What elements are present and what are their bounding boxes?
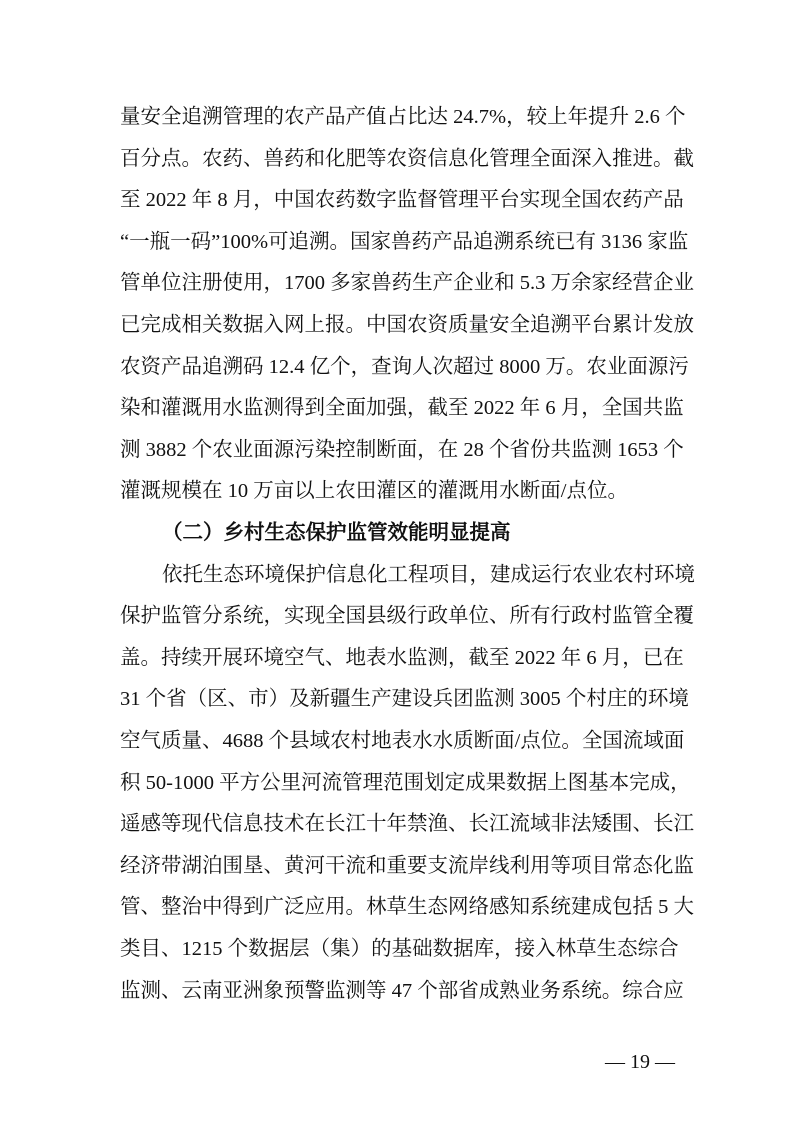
text-line: 遥感等现代信息技术在长江十年禁渔、长江流域非法矮围、长江 [120,813,694,836]
text-line: 灌溉规模在 10 万亩以上农田灌区的灌溉用水断面/点位。 [120,480,628,503]
text-line: 31 个省（区、市）及新疆生产建设兵团监测 3005 个村庄的环境 [120,688,689,711]
text-line: 经济带湖泊围垦、黄河干流和重要支流岸线利用等项目常态化监 [120,854,694,877]
text-line: 管、整治中得到广泛应用。林草生态网络感知系统建成包括 5 大 [120,896,694,919]
text-line: 积 50-1000 平方公里河流管理范围划定成果数据上图基本完成， [120,771,691,794]
text-line: 监测、云南亚洲象预警监测等 47 个部省成熟业务系统。综合应 [120,979,684,1002]
text-line: 量安全追溯管理的农产品产值占比达 24.7%，较上年提升 2.6 个 [120,106,686,128]
page-number: — 19 — [605,1051,675,1073]
text-line: 染和灌溉用水监测得到全面加强，截至 2022 年 6 月，全国共监 [120,397,684,420]
text-line: 管单位注册使用，1700 多家兽药生产企业和 5.3 万余家经营企业 [120,272,694,295]
text-line: 至 2022 年 8 月，中国农药数字监督管理平台实现全国农药产品 [120,189,684,212]
text-line: 测 3882 个农业面源污染控制断面，在 28 个省份共监测 1653 个 [120,438,684,461]
text-line: 类目、1215 个数据层（集）的基础数据库，接入林草生态综合 [120,938,679,960]
text-line: 农资产品追溯码 12.4 亿个，查询人次超过 8000 万。农业面源污 [120,355,689,378]
text-line: 空气质量、4688 个县域农村地表水水质断面/点位。全国流域面 [120,730,685,752]
text-line: 百分点。农药、兽药和化肥等农资信息化管理全面深入推进。截 [120,147,694,170]
text-line: 盖。持续开展环境空气、地表水监测，截至 2022 年 6 月，已在 [120,646,684,669]
text-line: 已完成相关数据入网上报。中国农资质量安全追溯平台累计发放 [120,314,694,336]
text-line: 保护监管分系统，实现全国县级行政单位、所有行政村监管全覆 [120,605,694,628]
text-line: “一瓶一码”100%可追溯。国家兽药产品追溯系统已有 3136 家监 [120,230,689,253]
section-heading: （二）乡村生态保护监管效能明显提高 [162,522,511,544]
text-line: 依托生态环境保护信息化工程项目，建成运行农业农村环境 [162,563,695,586]
